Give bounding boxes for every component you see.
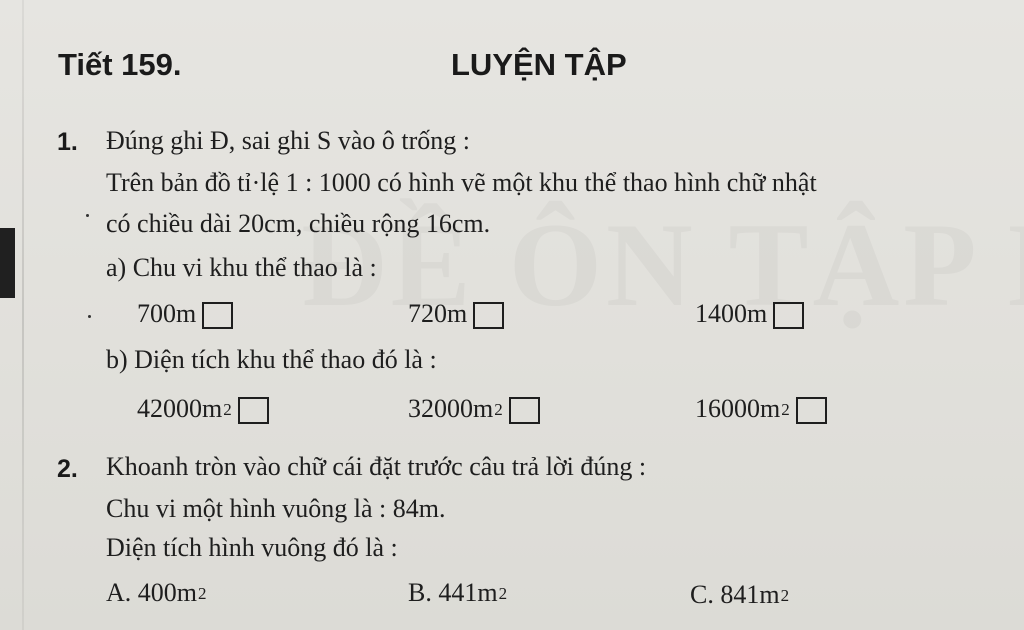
part-b-question: b) Diện tích khu thể thao đó là :	[106, 345, 437, 374]
answer-checkbox[interactable]	[796, 397, 827, 424]
choice-a[interactable]	[106, 578, 207, 608]
exercise-1-instruction: Đúng ghi Đ, sai ghi S vào ô trống :	[106, 126, 470, 155]
choice-label: A. 400m	[106, 578, 197, 607]
answer-checkbox[interactable]	[238, 397, 269, 424]
page-title: LUYỆN TẬP	[451, 47, 627, 82]
exercise-1-number: 1.	[57, 128, 78, 156]
answer-checkbox[interactable]	[202, 302, 233, 329]
part-b-option-1	[137, 394, 269, 424]
choice-b[interactable]	[408, 578, 507, 608]
answer-checkbox[interactable]	[509, 397, 540, 424]
exponent: 2	[780, 586, 790, 605]
page-fold-shadow	[22, 0, 24, 630]
part-a-option-2	[408, 299, 504, 329]
exercise-2-line-2: Diện tích hình vuông đó là :	[106, 533, 398, 562]
exercise-2-number: 2.	[57, 455, 78, 483]
option-label: 1400m	[695, 299, 768, 328]
page-edge-mark	[0, 228, 15, 298]
part-a-question: a) Chu vi khu thể thao là :	[106, 253, 377, 282]
exponent: 2	[498, 584, 508, 603]
lesson-number: Tiết 159.	[58, 47, 182, 82]
answer-checkbox[interactable]	[473, 302, 504, 329]
exponent: 2	[223, 400, 232, 419]
answer-checkbox[interactable]	[773, 302, 804, 329]
part-a-option-1	[137, 299, 233, 329]
exercise-2-line-1: Chu vi một hình vuông là : 84m.	[106, 494, 446, 523]
option-label: 42000m	[137, 394, 223, 423]
exercise-2-instruction: Khoanh tròn vào chữ cái đặt trước câu trả lời đúng :	[106, 452, 647, 481]
speck-mark	[88, 315, 91, 318]
part-a-option-3	[695, 299, 804, 329]
part-b-option-2	[408, 394, 540, 424]
choice-label: B. 441m	[408, 578, 498, 607]
option-label: 720m	[408, 299, 468, 328]
speck-mark	[86, 214, 89, 217]
option-label: 16000m	[695, 394, 781, 423]
part-b-option-3	[695, 394, 827, 424]
exponent: 2	[494, 400, 503, 419]
choice-c[interactable]	[690, 580, 789, 610]
option-label: 700m	[137, 299, 197, 328]
option-label: 32000m	[408, 394, 494, 423]
exercise-1-statement-line-1: Trên bản đồ tỉ·lệ 1 : 1000 có hình vẽ một khu thể thao hình chữ nhật	[106, 168, 817, 197]
exponent: 2	[781, 400, 790, 419]
exercise-1-statement-line-2: có chiều dài 20cm, chiều rộng 16cm.	[106, 209, 491, 238]
choice-label: C. 841m	[690, 580, 780, 609]
exponent: 2	[198, 584, 207, 603]
